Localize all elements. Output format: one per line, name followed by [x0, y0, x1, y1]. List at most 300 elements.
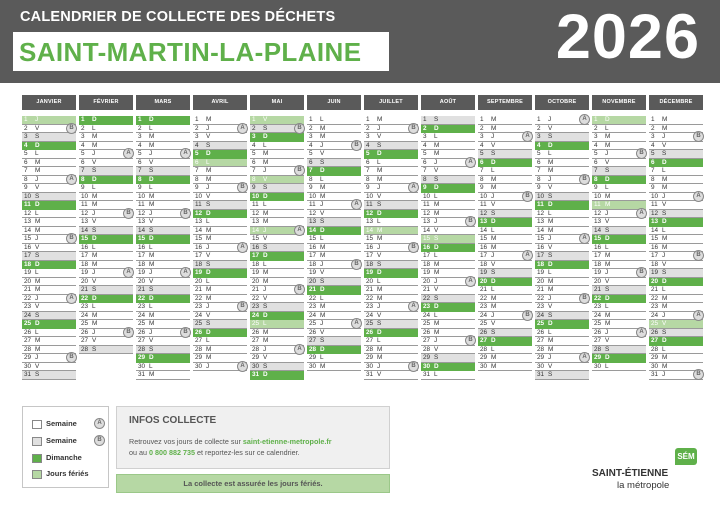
day-number: 30	[138, 362, 146, 370]
day-number: 28	[594, 345, 602, 353]
day-number: 5	[594, 150, 598, 157]
day-number: 6	[81, 158, 85, 166]
day-letter: D	[377, 328, 382, 336]
day-number: 3	[537, 133, 541, 140]
day-number: 22	[480, 294, 488, 302]
day-letter: S	[548, 252, 553, 259]
day-number: 14	[309, 226, 317, 234]
day-row	[592, 295, 646, 304]
day-number: 20	[24, 277, 32, 285]
day-row	[22, 133, 76, 142]
legend-swatch-lightgreen	[32, 470, 42, 479]
day-number: 19	[537, 269, 545, 276]
day-number: 1	[81, 116, 85, 123]
day-number: 24	[24, 311, 32, 319]
day-number: 5	[480, 150, 484, 157]
day-letter: S	[35, 192, 40, 200]
day-row	[649, 159, 703, 168]
day-letter: M	[149, 133, 155, 140]
day-letter: J	[206, 362, 210, 370]
day-number: 23	[81, 303, 89, 310]
day-number: 19	[423, 269, 431, 276]
day-letter: L	[548, 269, 552, 276]
day-number: 18	[81, 260, 89, 268]
day-number: 27	[594, 337, 602, 344]
badge-a-icon: A	[94, 418, 105, 429]
day-row	[193, 252, 247, 261]
day-letter: M	[149, 252, 155, 259]
day-letter: V	[149, 158, 154, 166]
day-row	[535, 184, 589, 193]
day-letter: M	[605, 192, 611, 200]
day-letter: L	[206, 158, 210, 166]
day-number: 1	[366, 116, 370, 123]
day-number: 5	[366, 150, 370, 157]
day-row	[307, 261, 361, 270]
day-letter: L	[92, 184, 96, 191]
day-letter: J	[320, 320, 324, 327]
day-number: 15	[138, 235, 146, 242]
day-letter: D	[263, 192, 268, 200]
day-number: 10	[309, 192, 317, 200]
day-row	[649, 278, 703, 287]
day-row	[250, 363, 304, 372]
town-box	[13, 32, 389, 71]
day-row	[535, 295, 589, 304]
day-row	[307, 363, 361, 372]
logo-line1: SAINT-ÉTIENNE	[592, 468, 669, 479]
day-number: 14	[252, 226, 260, 234]
day-letter: V	[605, 277, 610, 285]
day-row	[592, 354, 646, 363]
day-number: 4	[366, 141, 370, 149]
day-number: 15	[366, 235, 374, 242]
day-letter: V	[263, 294, 268, 302]
month-column	[592, 95, 646, 371]
day-row	[535, 354, 589, 363]
day-number: 6	[309, 158, 313, 166]
day-letter: S	[434, 116, 439, 123]
infos-line2-end: et reportez-les sur ce calendrier.	[194, 448, 300, 457]
day-number: 29	[423, 354, 431, 361]
day-row	[649, 227, 703, 236]
day-letter: J	[662, 192, 666, 200]
day-letter: V	[206, 192, 211, 200]
day-letter: V	[92, 158, 97, 166]
day-letter: S	[377, 320, 382, 327]
day-letter: L	[548, 150, 552, 157]
day-number: 3	[366, 133, 370, 140]
day-number: 3	[252, 133, 256, 140]
day-letter: J	[548, 235, 552, 242]
day-letter: L	[206, 337, 210, 344]
day-letter: V	[320, 269, 325, 276]
week-a-badge-icon: A	[237, 242, 248, 253]
day-number: 28	[252, 345, 260, 353]
day-number: 24	[594, 311, 602, 319]
day-number: 27	[537, 337, 545, 344]
day-row	[193, 125, 247, 134]
day-row	[22, 193, 76, 202]
day-number: 6	[24, 158, 28, 166]
day-row	[250, 295, 304, 304]
day-letter: V	[662, 141, 667, 149]
month-column	[364, 95, 418, 380]
day-number: 31	[24, 371, 32, 378]
day-row	[193, 227, 247, 236]
day-letter: S	[263, 184, 268, 191]
day-row	[592, 116, 646, 125]
day-row	[79, 295, 133, 304]
day-number: 9	[309, 184, 313, 191]
day-row	[22, 312, 76, 321]
month-header: JUIN	[307, 95, 361, 110]
day-row	[250, 269, 304, 278]
day-number: 30	[309, 362, 317, 370]
day-letter: V	[548, 124, 553, 132]
day-number: 13	[309, 218, 317, 225]
day-letter: S	[662, 328, 667, 336]
week-b-badge-icon: B	[123, 327, 134, 338]
day-number: 24	[309, 311, 317, 319]
day-row	[364, 363, 418, 372]
month-column	[535, 95, 589, 380]
day-number: 22	[252, 294, 260, 302]
day-letter: V	[35, 184, 40, 191]
website-link[interactable]: saint-etienne-metropole.fr	[242, 437, 332, 446]
day-row	[136, 371, 190, 380]
day-letter: J	[434, 277, 438, 285]
day-letter: L	[320, 175, 324, 183]
day-row	[592, 133, 646, 142]
day-number: 9	[195, 184, 199, 191]
day-row	[250, 286, 304, 295]
day-letter: L	[434, 371, 438, 378]
day-letter: L	[434, 311, 438, 319]
day-letter: M	[434, 269, 440, 276]
day-row	[136, 218, 190, 227]
month-column	[136, 95, 190, 380]
day-row	[478, 193, 532, 202]
day-number: 19	[138, 269, 146, 276]
day-letter: V	[263, 354, 268, 361]
day-number: 4	[195, 141, 199, 149]
day-row	[364, 312, 418, 321]
day-number: 22	[81, 294, 89, 302]
day-row	[250, 176, 304, 185]
day-row	[136, 363, 190, 372]
day-letter: M	[605, 141, 611, 149]
day-row	[79, 184, 133, 193]
day-number: 28	[81, 345, 89, 353]
day-number: 4	[138, 141, 142, 149]
day-number: 27	[480, 337, 488, 344]
day-row	[193, 167, 247, 176]
day-row	[193, 320, 247, 329]
day-number: 5	[81, 150, 85, 157]
day-number: 18	[537, 260, 545, 268]
week-b-badge-icon: B	[408, 242, 419, 253]
day-row	[307, 329, 361, 338]
day-row	[364, 150, 418, 159]
week-a-badge-icon: A	[693, 191, 704, 202]
day-row	[193, 244, 247, 253]
month-header: OCTOBRE	[535, 95, 589, 110]
day-letter: M	[92, 260, 98, 268]
day-letter: S	[320, 337, 325, 344]
day-number: 21	[138, 286, 146, 293]
day-letter: D	[263, 133, 268, 140]
day-letter: M	[548, 337, 554, 344]
week-b-badge-icon: B	[66, 123, 77, 134]
day-letter: J	[548, 116, 552, 123]
day-row	[592, 235, 646, 244]
day-letter: S	[434, 294, 439, 302]
day-letter: V	[548, 184, 553, 191]
day-number: 26	[537, 328, 545, 336]
day-row	[136, 269, 190, 278]
day-row	[307, 337, 361, 346]
day-letter: M	[35, 286, 41, 293]
day-letter: M	[149, 260, 155, 268]
day-letter: D	[434, 362, 439, 370]
day-letter: L	[263, 260, 267, 268]
week-a-badge-icon: A	[237, 123, 248, 134]
day-number: 11	[480, 201, 487, 208]
month-header: JUILLET	[364, 95, 418, 110]
day-row	[364, 142, 418, 151]
day-row	[592, 363, 646, 372]
day-number: 21	[537, 286, 545, 293]
day-number: 1	[423, 116, 427, 123]
day-number: 19	[651, 269, 659, 276]
day-number: 29	[366, 354, 374, 361]
day-number: 7	[594, 167, 598, 174]
day-letter: V	[377, 371, 382, 378]
day-row	[193, 303, 247, 312]
day-number: 26	[651, 328, 659, 336]
month-column	[478, 95, 532, 371]
day-row	[478, 201, 532, 210]
day-number: 6	[195, 158, 199, 166]
day-row	[364, 269, 418, 278]
day-number: 30	[594, 362, 602, 370]
day-letter: L	[491, 226, 495, 234]
day-row	[421, 218, 475, 227]
day-letter: V	[377, 311, 382, 319]
day-number: 12	[309, 209, 317, 217]
day-row	[136, 159, 190, 168]
day-letter: S	[92, 286, 97, 293]
day-letter: M	[434, 201, 440, 208]
day-letter: M	[377, 175, 383, 183]
day-letter: V	[434, 345, 439, 353]
day-row	[136, 295, 190, 304]
day-number: 30	[252, 362, 260, 370]
day-letter: D	[662, 337, 667, 344]
day-row	[649, 176, 703, 185]
day-number: 5	[24, 150, 28, 157]
week-b-badge-icon: B	[294, 284, 305, 295]
week-b-badge-icon: B	[180, 327, 191, 338]
day-row	[79, 329, 133, 338]
week-b-badge-icon: B	[693, 369, 704, 380]
day-letter: L	[149, 124, 153, 132]
day-letter: M	[377, 345, 383, 353]
day-row	[250, 235, 304, 244]
day-letter: D	[434, 303, 439, 310]
day-row	[193, 261, 247, 270]
day-row	[535, 210, 589, 219]
day-row	[364, 167, 418, 176]
day-number: 27	[24, 337, 32, 344]
day-number: 9	[480, 184, 484, 191]
week-a-badge-icon: A	[579, 352, 590, 363]
day-letter: L	[149, 184, 153, 191]
day-row	[421, 346, 475, 355]
day-row	[421, 354, 475, 363]
day-number: 7	[537, 167, 541, 174]
day-number: 18	[309, 260, 317, 268]
day-letter: D	[320, 345, 325, 353]
legend-box	[22, 406, 109, 488]
day-letter: D	[35, 201, 40, 208]
day-letter: M	[605, 260, 611, 268]
day-number: 12	[537, 209, 545, 217]
week-b-badge-icon: B	[465, 216, 476, 227]
phone-number[interactable]: 0 800 882 735	[148, 448, 195, 457]
day-letter: M	[491, 243, 497, 251]
day-number: 5	[423, 150, 427, 157]
day-letter: S	[206, 320, 211, 327]
day-number: 27	[252, 337, 260, 344]
day-row	[592, 150, 646, 159]
day-row	[535, 176, 589, 185]
day-row	[478, 354, 532, 363]
day-number: 23	[138, 303, 146, 310]
day-letter: S	[434, 235, 439, 242]
day-row	[364, 337, 418, 346]
day-row	[592, 167, 646, 176]
day-number: 22	[24, 294, 32, 302]
day-row	[22, 371, 76, 380]
day-letter: S	[605, 167, 610, 174]
day-row	[535, 363, 589, 372]
day-number: 19	[24, 269, 32, 276]
day-number: 12	[480, 209, 488, 217]
day-letter: M	[35, 158, 41, 166]
day-letter: L	[377, 337, 381, 344]
day-number: 1	[594, 116, 598, 123]
day-number: 23	[537, 303, 545, 310]
day-letter: M	[434, 150, 440, 157]
day-letter: S	[263, 303, 268, 310]
day-letter: J	[92, 150, 96, 157]
day-letter: S	[35, 252, 40, 259]
day-letter: J	[35, 175, 39, 183]
day-row	[79, 244, 133, 253]
day-number: 22	[423, 294, 431, 302]
day-row	[421, 252, 475, 261]
day-number: 3	[309, 133, 313, 140]
day-row	[421, 303, 475, 312]
day-number: 3	[24, 133, 28, 140]
day-number: 8	[651, 175, 655, 183]
day-letter: M	[320, 124, 326, 132]
day-letter: S	[92, 345, 97, 353]
day-row	[478, 116, 532, 125]
day-letter: V	[263, 116, 268, 123]
day-letter: L	[377, 277, 381, 285]
day-row	[592, 227, 646, 236]
day-row	[136, 210, 190, 219]
day-number: 13	[138, 218, 146, 225]
day-row	[136, 303, 190, 312]
day-number: 17	[537, 252, 545, 259]
day-row	[364, 125, 418, 134]
day-number: 24	[423, 311, 431, 319]
day-row	[478, 159, 532, 168]
day-letter: D	[548, 260, 553, 268]
day-number: 6	[537, 158, 541, 166]
day-row	[421, 244, 475, 253]
day-number: 28	[195, 345, 203, 353]
day-letter: L	[320, 116, 324, 123]
day-number: 8	[81, 175, 85, 183]
week-b-badge-icon: B	[351, 140, 362, 151]
day-row	[307, 303, 361, 312]
day-number: 27	[651, 337, 659, 344]
day-row	[22, 329, 76, 338]
day-number: 9	[252, 184, 256, 191]
day-letter: M	[206, 286, 212, 293]
day-number: 29	[24, 354, 32, 361]
day-number: 29	[138, 354, 146, 361]
day-number: 21	[366, 286, 374, 293]
day-letter: M	[548, 286, 554, 293]
day-number: 25	[252, 320, 260, 327]
day-row	[421, 235, 475, 244]
day-number: 6	[423, 158, 427, 166]
day-number: 12	[195, 209, 203, 217]
day-row	[478, 235, 532, 244]
day-letter: M	[548, 345, 554, 353]
week-b-badge-icon: B	[408, 123, 419, 134]
day-row	[136, 346, 190, 355]
day-letter: J	[320, 201, 324, 208]
day-row	[364, 227, 418, 236]
day-letter: M	[605, 252, 611, 259]
day-number: 16	[195, 243, 203, 251]
day-number: 7	[480, 167, 484, 174]
day-letter: V	[491, 141, 496, 149]
day-row	[136, 235, 190, 244]
day-letter: M	[320, 303, 326, 310]
day-letter: S	[149, 286, 154, 293]
day-letter: L	[605, 124, 609, 132]
day-number: 25	[423, 320, 431, 327]
day-number: 14	[480, 226, 488, 234]
day-row	[193, 363, 247, 372]
day-letter: V	[149, 218, 154, 225]
day-number: 5	[537, 150, 541, 157]
day-row	[79, 346, 133, 355]
infos-title: INFOS COLLECTE	[129, 415, 217, 426]
day-number: 16	[423, 243, 431, 251]
day-row	[307, 116, 361, 125]
week-a-badge-icon: A	[408, 182, 419, 193]
day-letter: S	[434, 175, 439, 183]
